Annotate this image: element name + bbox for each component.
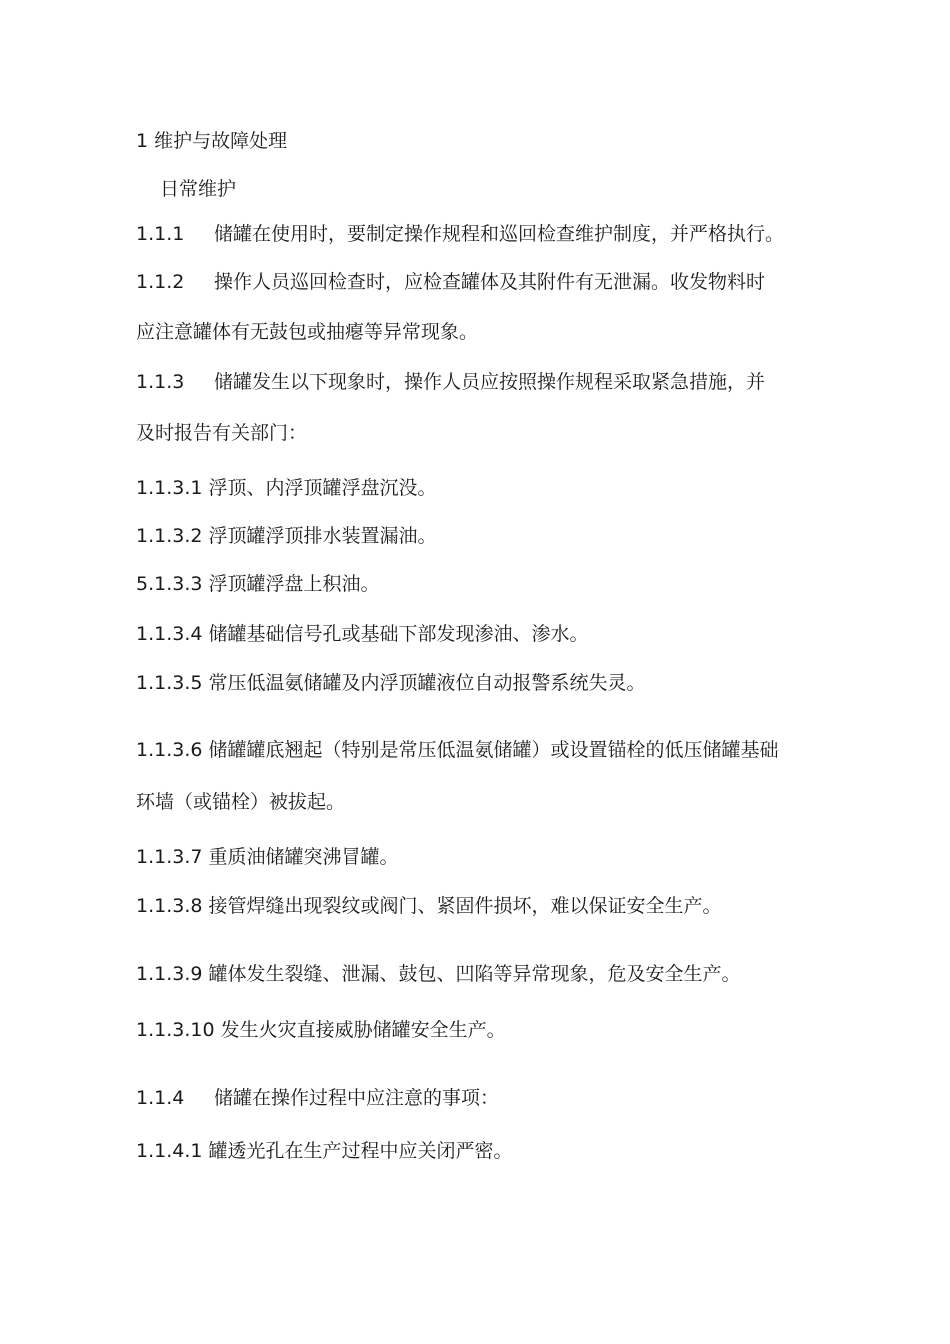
clause-text: 应注意罐体有无鼓包或抽瘪等异常现象。 (136, 321, 479, 343)
clause-number: 1.1.3.9 (136, 963, 203, 985)
clause-number: 1.1.3.4 (136, 623, 203, 645)
clause-number: 1.1.3.10 (136, 1019, 215, 1041)
clause-text: 浮顶、内浮顶罐浮盘沉没。 (208, 477, 437, 499)
clause-text: 发生火灾直接威胁储罐安全生产。 (220, 1019, 506, 1041)
subsection-heading: 日常维护 (160, 178, 237, 200)
clause-number: 1.1.3 (136, 371, 185, 393)
paragraph-1-1-1 (136, 222, 784, 246)
item-1-1-3-10 (136, 1018, 506, 1042)
clause-text: 操作人员巡回检查时，应检查罐体及其附件有无泄漏。收发物料时 (214, 271, 766, 293)
clause-number: 5.1.3.3 (136, 573, 203, 595)
clause-number: 1.1.3.6 (136, 739, 203, 761)
paragraph-1-1-3 (136, 370, 765, 394)
item-1-1-3-1 (136, 476, 437, 500)
clause-number: 1.1.2 (136, 271, 185, 293)
clause-number: 1.1.1 (136, 223, 185, 245)
clause-number: 1.1.4.1 (136, 1140, 203, 1162)
clause-number: 1.1.3.1 (136, 477, 203, 499)
clause-text: 常压低温氨储罐及内浮顶罐液位自动报警系统失灵。 (208, 672, 646, 694)
clause-number: 1.1.3.7 (136, 846, 203, 868)
clause-text: 及时报告有关部门： (136, 422, 308, 444)
clause-text: 储罐在使用时，要制定操作规程和巡回检查维护制度，并严格执行。 (214, 223, 785, 245)
paragraph-1-1-2 (136, 270, 765, 294)
item-1-1-3-5 (136, 671, 646, 695)
clause-text: 储罐基础信号孔或基础下部发现渗油、渗水。 (208, 623, 589, 645)
clause-text: 储罐罐底翘起（特别是常压低温氨储罐）或设置锚栓的低压储罐基础 (208, 739, 779, 761)
clause-number: 1.1.3.2 (136, 525, 203, 547)
clause-text: 接管焊缝出现裂纹或阀门、紧固件损坏，难以保证安全生产。 (208, 895, 722, 917)
item-1-1-3-4 (136, 622, 589, 646)
item-1-1-4-1 (136, 1139, 513, 1163)
clause-text: 储罐在操作过程中应注意的事项： (214, 1087, 500, 1109)
clause-number: 1.1.3.8 (136, 895, 203, 917)
item-1-1-3-6 (136, 738, 779, 762)
clause-number: 1.1.3.5 (136, 672, 203, 694)
clause-text: 浮顶罐浮盘上积油。 (208, 573, 380, 595)
paragraph-1-1-4 (136, 1086, 499, 1110)
clause-text: 罐体发生裂缝、泄漏、鼓包、凹陷等异常现象，危及安全生产。 (208, 963, 741, 985)
clause-text: 浮顶罐浮顶排水装置漏油。 (208, 525, 437, 547)
clause-text: 储罐发生以下现象时，操作人员应按照操作规程采取紧急措施，并 (214, 371, 766, 393)
item-1-1-3-7 (136, 845, 399, 869)
item-5-1-3-3 (136, 572, 380, 596)
item-1-1-3-9 (136, 962, 741, 986)
item-1-1-3-6-cont (136, 790, 345, 814)
clause-number: 1.1.4 (136, 1087, 185, 1109)
clause-text: 重质油储罐突沸冒罐。 (208, 846, 399, 868)
section-heading: 1 维护与故障处理 (136, 130, 288, 152)
item-1-1-3-2 (136, 524, 437, 548)
paragraph-1-1-2-cont (136, 320, 478, 344)
clause-text: 环墙（或锚栓）被拔起。 (136, 791, 346, 813)
item-1-1-3-8 (136, 894, 722, 918)
paragraph-1-1-3-cont (136, 421, 307, 445)
clause-text: 罐透光孔在生产过程中应关闭严密。 (208, 1140, 513, 1162)
